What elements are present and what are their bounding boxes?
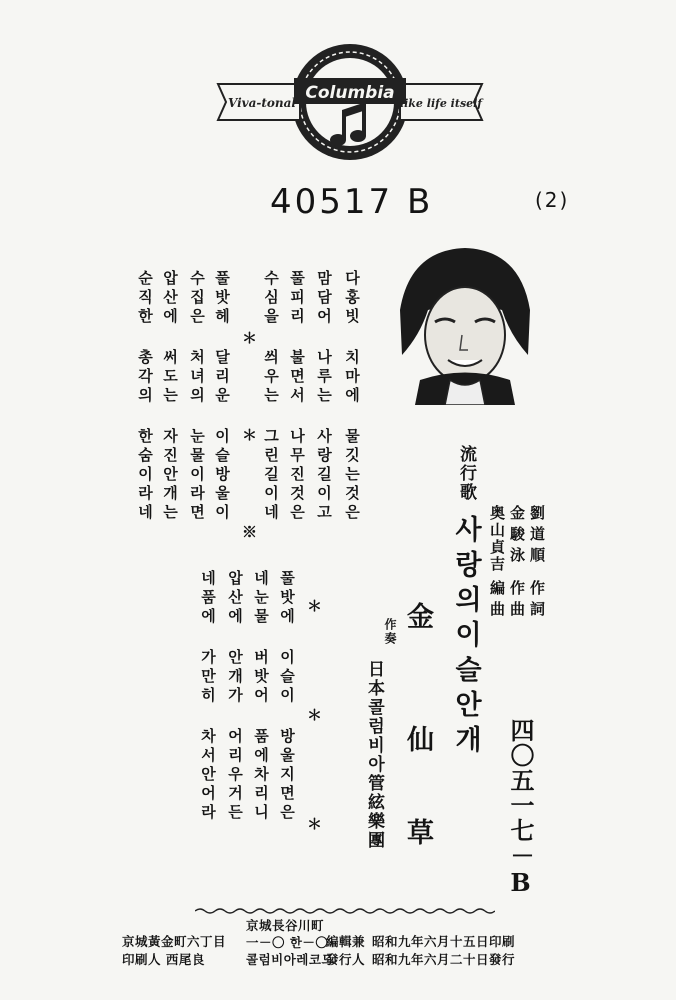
lyricist-name: 劉道順 (528, 505, 546, 568)
lyric-upper-line-5: 풀밧헤 달리운 이슬방울이 (213, 270, 231, 523)
genre-label: 流行歌 (456, 445, 476, 502)
singer-given-1: 仙 (402, 725, 433, 760)
banner-left-text: Viva-tonal (228, 96, 296, 110)
footer-printed-date: 昭和九年六月十五日印刷 (372, 934, 516, 949)
lyric-upper-line-3: 풀피리 불면서 나무진것은 (288, 270, 306, 523)
lyric-lower-line-2: 네눈물 버밧어 품에차리니 (252, 570, 270, 823)
accompaniment-role: 作奏 (383, 618, 397, 646)
arranger-name: 奥山貞吉 (488, 505, 506, 573)
lyric-upper-line-4: 수심을 씌우는 그린길이네 (262, 270, 280, 523)
arranger-role: 編曲 (488, 580, 506, 622)
lyric-upper-marks: ＊ ＊ ※ (240, 330, 258, 571)
catalog-number: 40517 B (270, 182, 434, 222)
composer-role: 作曲 (508, 580, 526, 622)
footer-editor-label: 編輯兼 (326, 934, 366, 949)
side-number: (2) (535, 188, 570, 212)
lyric-upper-line-2: 맘담어 나루는 사랑길이고 (315, 270, 333, 523)
footer-publisher-label: 發行人 (326, 952, 366, 967)
singer-surname: 金 (402, 602, 433, 637)
footer-issued-date: 昭和九年六月二十日發行 (372, 952, 516, 967)
catalog-vertical: 四〇五一七－B (506, 718, 535, 898)
lyric-lower-line-4: 네품에 가만히 차서안어라 (199, 570, 217, 823)
lyric-lower-marks: ＊ ＊ ＊ (305, 598, 323, 869)
footer-company: 콜럼비아레코드 (246, 952, 335, 967)
lyric-lower-line-3: 압산에 안개가 어리우거든 (226, 570, 244, 823)
brand-name: Columbia (305, 83, 395, 103)
footer-divider (195, 900, 495, 908)
accompaniment: 日本콜럼비아管絃樂團 (364, 660, 384, 850)
singer-given-2: 草 (402, 818, 433, 853)
footer-address-number: 一－〇 한－〇 (246, 935, 329, 950)
singer-portrait (390, 240, 540, 405)
lyric-upper-line-1: 다홍빗 치마에 물깃는것은 (343, 270, 361, 523)
lyric-upper-line-7: 압산에 써도는 자진안개는 (161, 270, 179, 523)
lyric-upper-line-8: 순직한 총각의 한숨이라네 (136, 270, 154, 523)
composer-name: 金駿泳 (508, 505, 526, 568)
lyricist-role: 作詞 (528, 580, 546, 622)
lyric-lower-line-1: 풀밧에 이슬이 방울지면은 (278, 570, 296, 823)
song-title: 사랑의이슬안개 (450, 515, 481, 760)
columbia-logo (210, 40, 490, 165)
banner-right-text: like life itself (399, 97, 483, 110)
footer-printer-address: 京城黃金町六丁目 (122, 934, 227, 949)
lyric-upper-line-6: 수집은 처녀의 눈물이라면 (188, 270, 206, 523)
footer-printer-name: 印刷人 西尾良 (122, 952, 205, 967)
footer-address: 京城長谷川町 (246, 918, 325, 933)
